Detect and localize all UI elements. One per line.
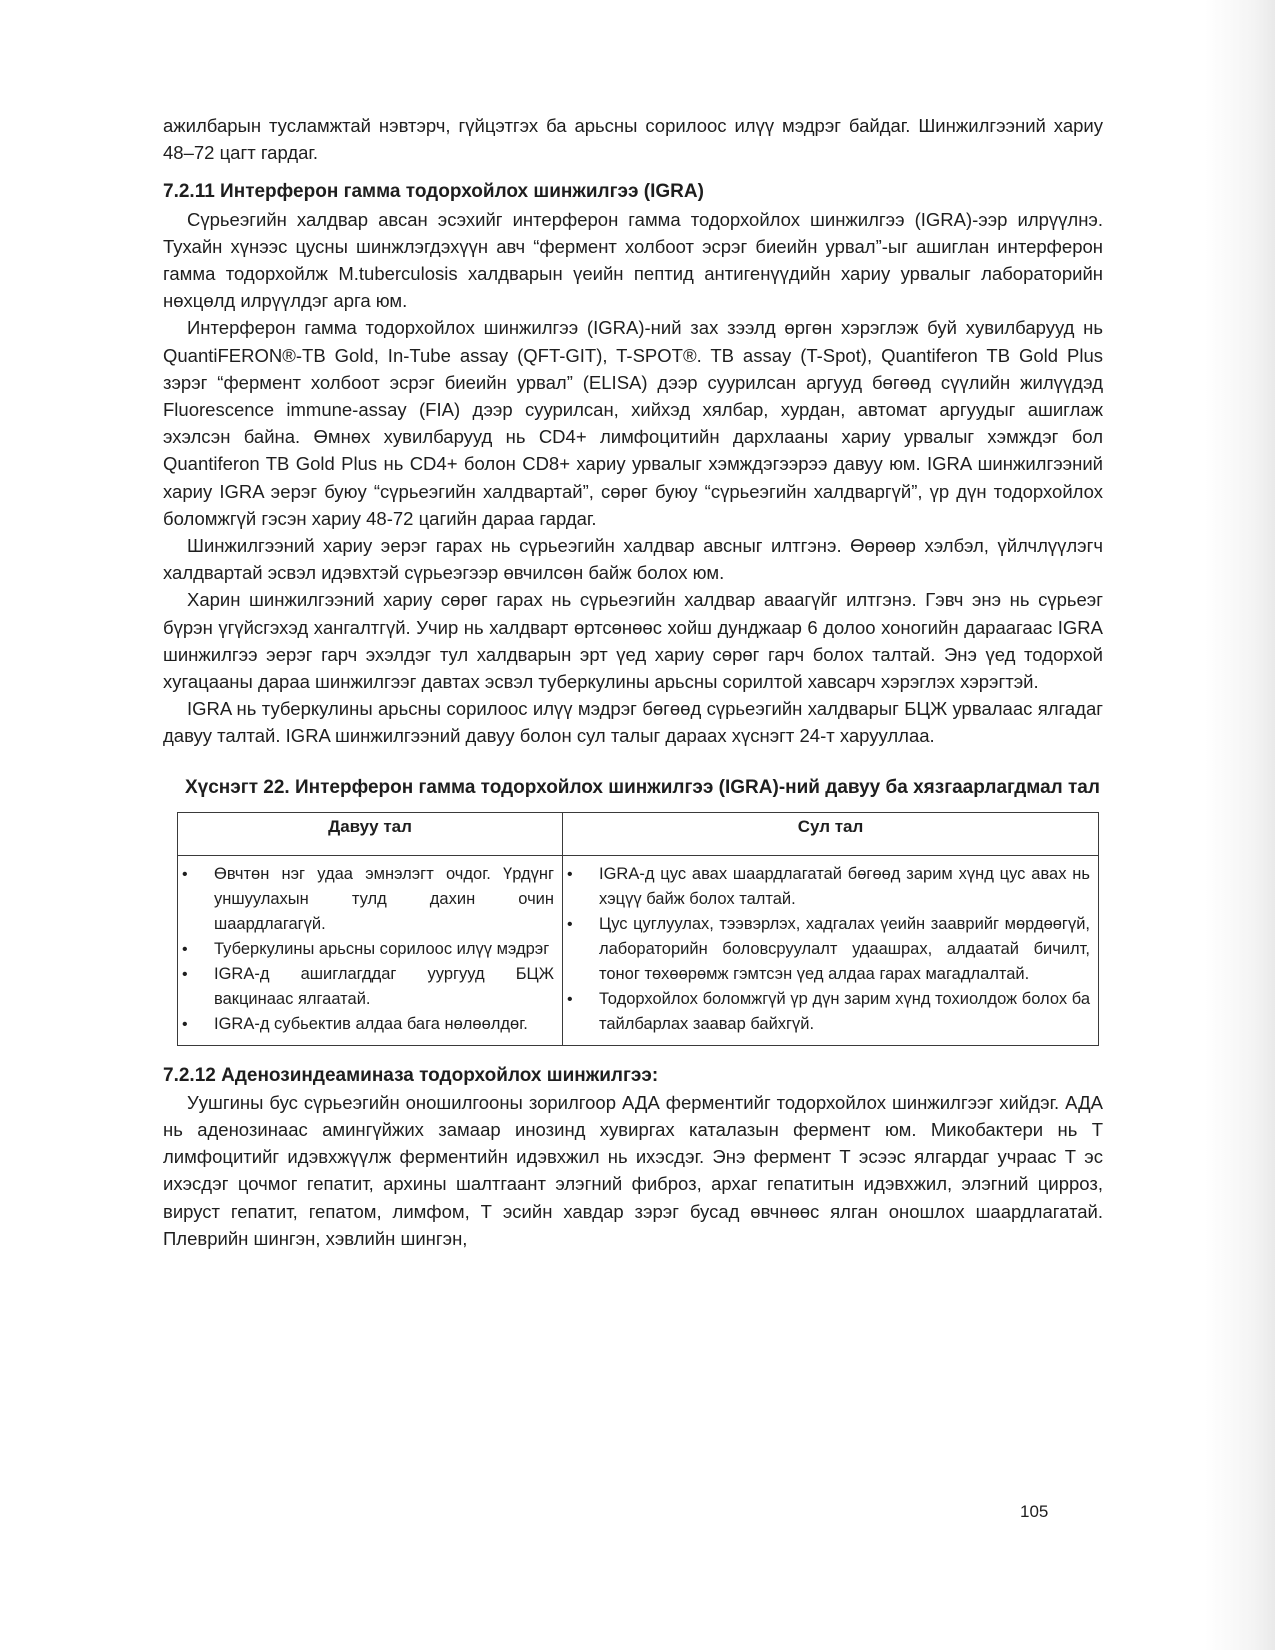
list-item: • Цус цуглуулах, тээвэрлэх, хадгалах үеийн зааврийг мөрдөөгүй, лабораторийн боловсруулалт удаашрах, алдаатай бичилт, тоног төхөөрөмж гэмтсэн үед алдаа гарах магадлалтай. <box>563 912 1090 987</box>
page-content <box>163 112 1103 1252</box>
header-advantages: Давуу тал <box>178 812 563 855</box>
list-item: • IGRA-д цус авах шаардлагатай бөгөөд зарим хүнд цус авах нь хэцүү байж болох талтай. <box>563 862 1090 912</box>
section-heading-igra: 7.2.11 Интерферон гамма тодорхойлох шинжилгээ (IGRA) <box>163 181 704 203</box>
paragraph: Харин шинжилгээний хариу сөрөг гарах нь сүрьеэгийн халдвар аваагүйг илтгэнэ. Гэвч энэ нь сүрьеэг бүрэн үгүйсгэхэд хангалтгүй. Учир нь халдварт өртсөнөөс хойш дунджаар 6 долоо хоногийн дараагаас IGRA шинжилгээ эерэг гарч эхэлдэг тул халдварын эрт үед хариу сөрөг гарч болох талтай. Энэ үед тодорхой хугацааны дараа шинжилгээг давтах эсвэл туберкулины арьсны сорилтой хавсарч хэрэглэх хэрэгтэй. <box>163 589 1103 693</box>
list-item: • IGRA-д субьектив алдаа бага нөлөөлдөг. <box>178 1012 554 1037</box>
paragraph: Сүрьеэгийн халдвар авсан эсэхийг интерферон гамма тодорхойлох шинжилгээ (IGRA)-ээр илрүүлнэ. Тухайн хүнээс цусны шинжлэгдэхүүн авч “фермент холбоот эсрэг биеийн урвал”-ыг ашиглан интерферон гамма тодорхойлж M.tuberculosis халдварын үеийн пептид антигенүүдийн хариу урвалыг лабораторийн нөхцөлд илрүүлдэг арга юм. <box>163 208 1103 312</box>
table-row <box>178 855 1099 1045</box>
table-header-row <box>178 812 1099 855</box>
paragraph: Шинжилгээний хариу эерэг гарах нь сүрьеэгийн халдвар авсныг илтгэнэ. Өөрөөр хэлбэл, үйлчлүүлэгч халдвартай эсвэл идэвхтэй сүрьеэгээр өвчилсөн байж болох юм. <box>163 535 1103 584</box>
paragraph: IGRA нь туберкулины арьсны сорилоос илүү мэдрэг бөгөөд сүрьеэгийн халдварыг БЦЖ урвалаас ялгадаг давуу талтай. IGRA шинжилгээний давуу болон сул талыг дараах хүснэгт 24-т харууллаа. <box>163 698 1103 747</box>
paragraph: Интерферон гамма тодорхойлох шинжилгээ (IGRA)-ний зах зээлд өргөн хэрэглэж буй хувилбарууд нь QuantiFERON®-TB Gold, In-Tube assay (QFT-GIT), T-SPOT®. TB assay (T-Spot), Quantiferon TB Gold Plus зэрэг “фермент холбоот эсрэг биеийн урвал” (ELISA) дээр суурилсан аргууд бөгөөд сүүлийн жилүүдэд Fluorescence immune-assay (FIA) дээр суурилсан, хийхэд хялбар, хурдан, автомат аргуудыг ашиглаж эхэлсэн байна. Өмнөх хувилбарууд нь CD4+ лимфоцитийн дархлааны хариу урвалыг хэмждэг бол Quantiferon TB Gold Plus нь CD4+ болон CD8+ хариу урвалыг хэмждэгээрээ давуу юм. IGRA шинжилгээний хариу IGRA эерэг буюу “сүрьеэгийн халдвартай”, сөрөг буюу “сүрьеэгийн халдваргүй”, үр дүн тодорхойлох боломжгүй гэсэн хариу 48-72 цагийн дараа гардаг. <box>163 317 1103 529</box>
section-heading-ada: 7.2.12 Аденозиндеаминаза тодорхойлох шинжилгээ: <box>163 1064 659 1086</box>
list-item: • Тодорхойлох боломжгүй үр дүн зарим хүнд тохиолдож болох ба тайлбарлах заавар байхгүй. <box>563 987 1090 1037</box>
list-item: • Өвчтөн нэг удаа эмнэлэгт очдог. Үрдүнг уншуулахын тулд дахин очин шаардлагагүй. <box>178 862 554 937</box>
header-disadvantages: Сул тал <box>563 812 1099 855</box>
igra-table <box>177 812 1099 1046</box>
advantages-list <box>178 862 554 1037</box>
list-item: • IGRA-д ашиглагддаг уургууд БЦЖ вакцинаас ялгаатай. <box>178 962 554 1012</box>
page-edge-shadow <box>1205 0 1275 1650</box>
disadvantages-list <box>563 862 1090 1037</box>
table-caption: Хүснэгт 22. Интерферон гамма тодорхойлох шинжилгээ (IGRA)-ний давуу ба хязгаарлагдмал тал <box>185 776 1100 798</box>
intro-paragraph: ажилбарын тусламжтай нэвтэрч, гүйцэтгэх ба арьсны сорилоос илүү мэдрэг байдаг. Шинжилгээний хариу 48–72 цагт гардаг. <box>163 115 1103 164</box>
list-item: • Туберкулины арьсны сорилоос илүү мэдрэг <box>178 937 554 962</box>
advantages-cell <box>178 855 563 1045</box>
disadvantages-cell <box>563 855 1099 1045</box>
paragraph: Уушгины бус сүрьеэгийн оношилгооны зорилгоор АДА ферментийг тодорхойлох шинжилгээг хийдэг. АДА нь аденозинаас амингүйжих замаар инозинд хувиргах каталазын фермент юм. Микобактери нь Т лимфоцитийг идэвхжүүлж ферментийн идэвхжил нь ихэсдэг. Энэ фермент Т эсээс ялгардаг учраас Т эс ихэсдэг цочмог гепатит, архины шалтгаант элэгний фиброз, архаг гепатитын идэвхжил, элэгний цирроз, вируст гепатит, гепатом, лимфом, Т эсийн хавдар зэрэг бусад өвчнөөс ялган оношлох шаардлагатай. Плеврийн шингэн, хэвлийн шингэн, <box>163 1091 1103 1249</box>
page-number: 105 <box>1020 1502 1049 1521</box>
